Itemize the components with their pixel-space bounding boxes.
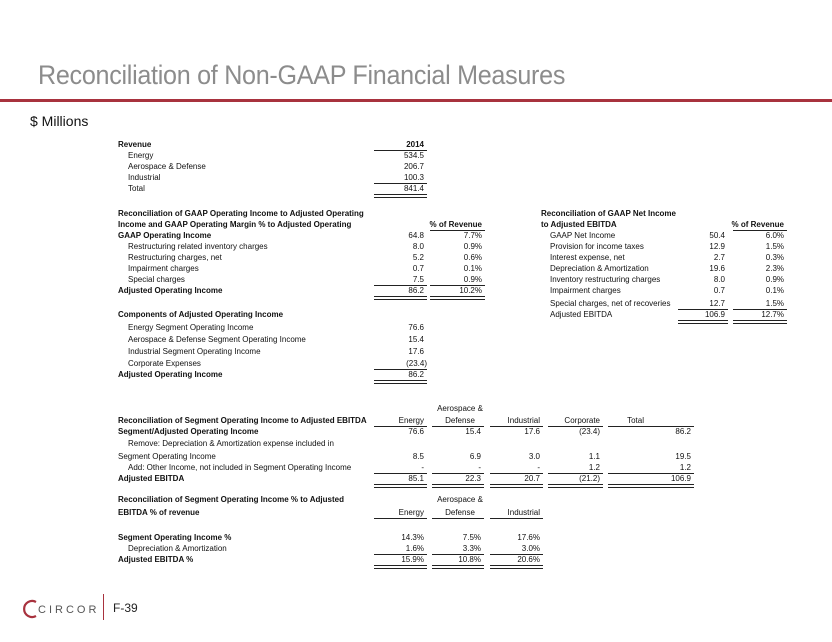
ebitda-label: Special charges, net of recoveries — [550, 299, 671, 308]
ebitda-value: 12.9 — [709, 242, 725, 251]
op-income-label: Restructuring related inventory charges — [128, 242, 268, 251]
units-label: $ Millions — [30, 113, 89, 129]
ebitda-value: 2.7 — [713, 253, 725, 262]
segment-ebitda-total: 106.9 — [670, 474, 691, 483]
segment-ebitda-label: Segment Operating Income — [118, 452, 216, 461]
segment-ebitda-corporate: (23.4) — [579, 427, 600, 436]
segment-ebitda-aero: 15.4 — [465, 427, 481, 436]
ebitda-pct: 0.3% — [765, 253, 784, 262]
segment-ebitda-header: Reconciliation of Segment Operating Income to Adjusted EBITDA — [118, 416, 367, 425]
ebitda-label: Impairment charges — [550, 286, 621, 295]
double-underline — [548, 484, 603, 488]
segment-pct-energy: 14.3% — [401, 533, 424, 542]
ebitda-value: 12.7 — [709, 299, 725, 308]
segment-pct-industrial: 20.6% — [517, 555, 540, 564]
underline — [374, 518, 427, 519]
segment-ebitda-aero: 22.3 — [465, 474, 481, 483]
segment-pct-industrial: 3.0% — [521, 544, 540, 553]
double-underline — [374, 380, 427, 384]
col-header-corporate: Corporate — [564, 416, 600, 425]
segment-pct-aero: 10.8% — [458, 555, 481, 564]
double-underline — [430, 296, 485, 300]
segment-ebitda-corporate: 1.2 — [588, 463, 600, 472]
components-value: 17.6 — [408, 347, 424, 356]
op-income-value: 5.2 — [412, 253, 424, 262]
double-underline — [374, 484, 427, 488]
double-underline — [432, 484, 484, 488]
segment-pct-aero: 7.5% — [462, 533, 481, 542]
op-income-value: 64.8 — [408, 231, 424, 240]
op-income-value: 8.0 — [412, 242, 424, 251]
double-underline — [733, 320, 787, 324]
segment-ebitda-corporate: 1.1 — [588, 452, 600, 461]
col-header-energy: Energy — [398, 416, 424, 425]
double-underline — [374, 565, 427, 569]
segment-ebitda-label: Remove: Depreciation & Amortization expense included in — [128, 439, 334, 448]
op-income-pct-header: % of Revenue — [429, 220, 482, 229]
ebitda-header: Reconciliation of GAAP Net Income — [541, 209, 676, 218]
ebitda-pct-header: % of Revenue — [731, 220, 784, 229]
op-income-label: Impairment charges — [128, 264, 199, 273]
ebitda-pct: 0.1% — [765, 286, 784, 295]
components-value: 86.2 — [408, 370, 424, 379]
components-label: Corporate Expenses — [128, 359, 201, 368]
op-income-header: Reconciliation of GAAP Operating Income to Adjusted Operating — [118, 209, 364, 218]
op-income-label: Special charges — [128, 275, 185, 284]
op-income-pct: 0.9% — [463, 275, 482, 284]
ebitda-label: Inventory restructuring charges — [550, 275, 661, 284]
revenue-label: Total — [128, 184, 145, 193]
revenue-label: Energy — [128, 151, 154, 160]
segment-ebitda-industrial: 17.6 — [524, 427, 540, 436]
revenue-value: 100.3 — [403, 173, 424, 182]
ebitda-label: Depreciation & Amortization — [550, 264, 649, 273]
components-label: Industrial Segment Operating Income — [128, 347, 261, 356]
underline — [432, 518, 484, 519]
ebitda-value: 8.0 — [713, 275, 725, 284]
segment-ebitda-aero: - — [478, 463, 481, 472]
col-header-energy: Energy — [398, 508, 424, 517]
revenue-value: 206.7 — [403, 162, 424, 171]
title-divider — [0, 99, 832, 102]
op-income-header: Income and GAAP Operating Margin % to Adjusted Operating — [118, 220, 352, 229]
components-value: 15.4 — [408, 335, 424, 344]
ebitda-pct: 1.5% — [765, 299, 784, 308]
ebitda-label: Interest expense, net — [550, 253, 625, 262]
components-header: Components of Adjusted Operating Income — [118, 310, 284, 319]
ebitda-pct: 6.0% — [765, 231, 784, 240]
segment-ebitda-energy: 85.1 — [408, 474, 424, 483]
segment-ebitda-total: 1.2 — [679, 463, 691, 472]
double-underline — [374, 194, 427, 198]
double-underline — [432, 565, 484, 569]
page-title: Reconciliation of Non-GAAP Financial Measures — [38, 60, 566, 90]
op-income-pct: 0.6% — [463, 253, 482, 262]
segment-pct-header: EBITDA % of revenue — [118, 508, 200, 517]
ebitda-label: Adjusted EBITDA — [550, 310, 613, 319]
components-label: Aerospace & Defense Segment Operating Income — [128, 335, 306, 344]
page-number: F-39 — [113, 601, 138, 615]
ebitda-value: 0.7 — [713, 286, 725, 295]
revenue-label: Industrial — [128, 173, 161, 182]
ebitda-label: GAAP Net Income — [550, 231, 616, 240]
segment-pct-aero: 3.3% — [462, 544, 481, 553]
op-income-pct: 7.7% — [463, 231, 482, 240]
revenue-year: 2014 — [406, 140, 424, 149]
segment-ebitda-aero: 6.9 — [469, 452, 481, 461]
revenue-value: 534.5 — [403, 151, 424, 160]
ebitda-pct: 1.5% — [765, 242, 784, 251]
col-header-aero: Defense — [445, 508, 475, 517]
ebitda-pct: 2.3% — [765, 264, 784, 273]
op-income-pct: 0.1% — [463, 264, 482, 273]
revenue-total: 841.4 — [403, 184, 424, 193]
segment-ebitda-energy: 8.5 — [412, 452, 424, 461]
op-income-label: Adjusted Operating Income — [118, 286, 223, 295]
col-header-aero: Aerospace & — [437, 495, 483, 504]
op-income-value: 0.7 — [412, 264, 424, 273]
segment-ebitda-industrial: 3.0 — [528, 452, 540, 461]
col-header-industrial: Industrial — [507, 416, 540, 425]
ebitda-header: to Adjusted EBITDA — [541, 220, 617, 229]
op-income-value: 7.5 — [412, 275, 424, 284]
col-header-aero: Defense — [445, 416, 475, 425]
ebitda-value: 106.9 — [704, 310, 725, 319]
double-underline — [678, 320, 728, 324]
revenue-label: Aerospace & Defense — [128, 162, 206, 171]
components-label: Energy Segment Operating Income — [128, 323, 254, 332]
segment-ebitda-industrial: - — [537, 463, 540, 472]
components-value: 76.6 — [408, 323, 424, 332]
op-income-pct: 10.2% — [459, 286, 482, 295]
revenue-header: Revenue — [118, 140, 152, 149]
segment-ebitda-industrial: 20.7 — [524, 474, 540, 483]
segment-ebitda-total: 86.2 — [675, 427, 691, 436]
segment-pct-header: Reconciliation of Segment Operating Income % to Adjusted — [118, 495, 344, 504]
ebitda-label: Provision for income taxes — [550, 242, 644, 251]
segment-ebitda-corporate: (21.2) — [579, 474, 600, 483]
segment-ebitda-label: Segment/Adjusted Operating Income — [118, 427, 259, 436]
segment-pct-label: Depreciation & Amortization — [128, 544, 227, 553]
double-underline — [374, 296, 427, 300]
col-header-industrial: Industrial — [507, 508, 540, 517]
segment-pct-label: Segment Operating Income % — [118, 533, 232, 542]
underline — [490, 518, 543, 519]
segment-ebitda-energy: 76.6 — [408, 427, 424, 436]
segment-ebitda-total: 19.5 — [675, 452, 691, 461]
segment-ebitda-label: Add: Other Income, not included in Segment Operating Income — [128, 463, 352, 472]
ebitda-value: 50.4 — [709, 231, 725, 240]
op-income-value: 86.2 — [408, 286, 424, 295]
segment-pct-label: Adjusted EBITDA % — [118, 555, 194, 564]
segment-pct-energy: 15.9% — [401, 555, 424, 564]
segment-pct-industrial: 17.6% — [517, 533, 540, 542]
ebitda-pct: 12.7% — [761, 310, 784, 319]
col-header-aero: Aerospace & — [437, 404, 483, 413]
ebitda-pct: 0.9% — [765, 275, 784, 284]
ebitda-value: 19.6 — [709, 264, 725, 273]
op-income-label: Restructuring charges, net — [128, 253, 222, 262]
components-label: Adjusted Operating Income — [118, 370, 223, 379]
logo-text: CIRCOR — [38, 604, 100, 616]
footer-divider — [103, 594, 104, 620]
segment-ebitda-label: Adjusted EBITDA — [118, 474, 185, 483]
op-income-pct: 0.9% — [463, 242, 482, 251]
double-underline — [608, 484, 694, 488]
components-value: (23.4) — [406, 359, 427, 368]
double-underline — [490, 484, 543, 488]
segment-ebitda-energy: - — [421, 463, 424, 472]
double-underline — [490, 565, 543, 569]
op-income-label: GAAP Operating Income — [118, 231, 212, 240]
col-header-total: Total — [627, 416, 644, 425]
segment-pct-energy: 1.6% — [405, 544, 424, 553]
